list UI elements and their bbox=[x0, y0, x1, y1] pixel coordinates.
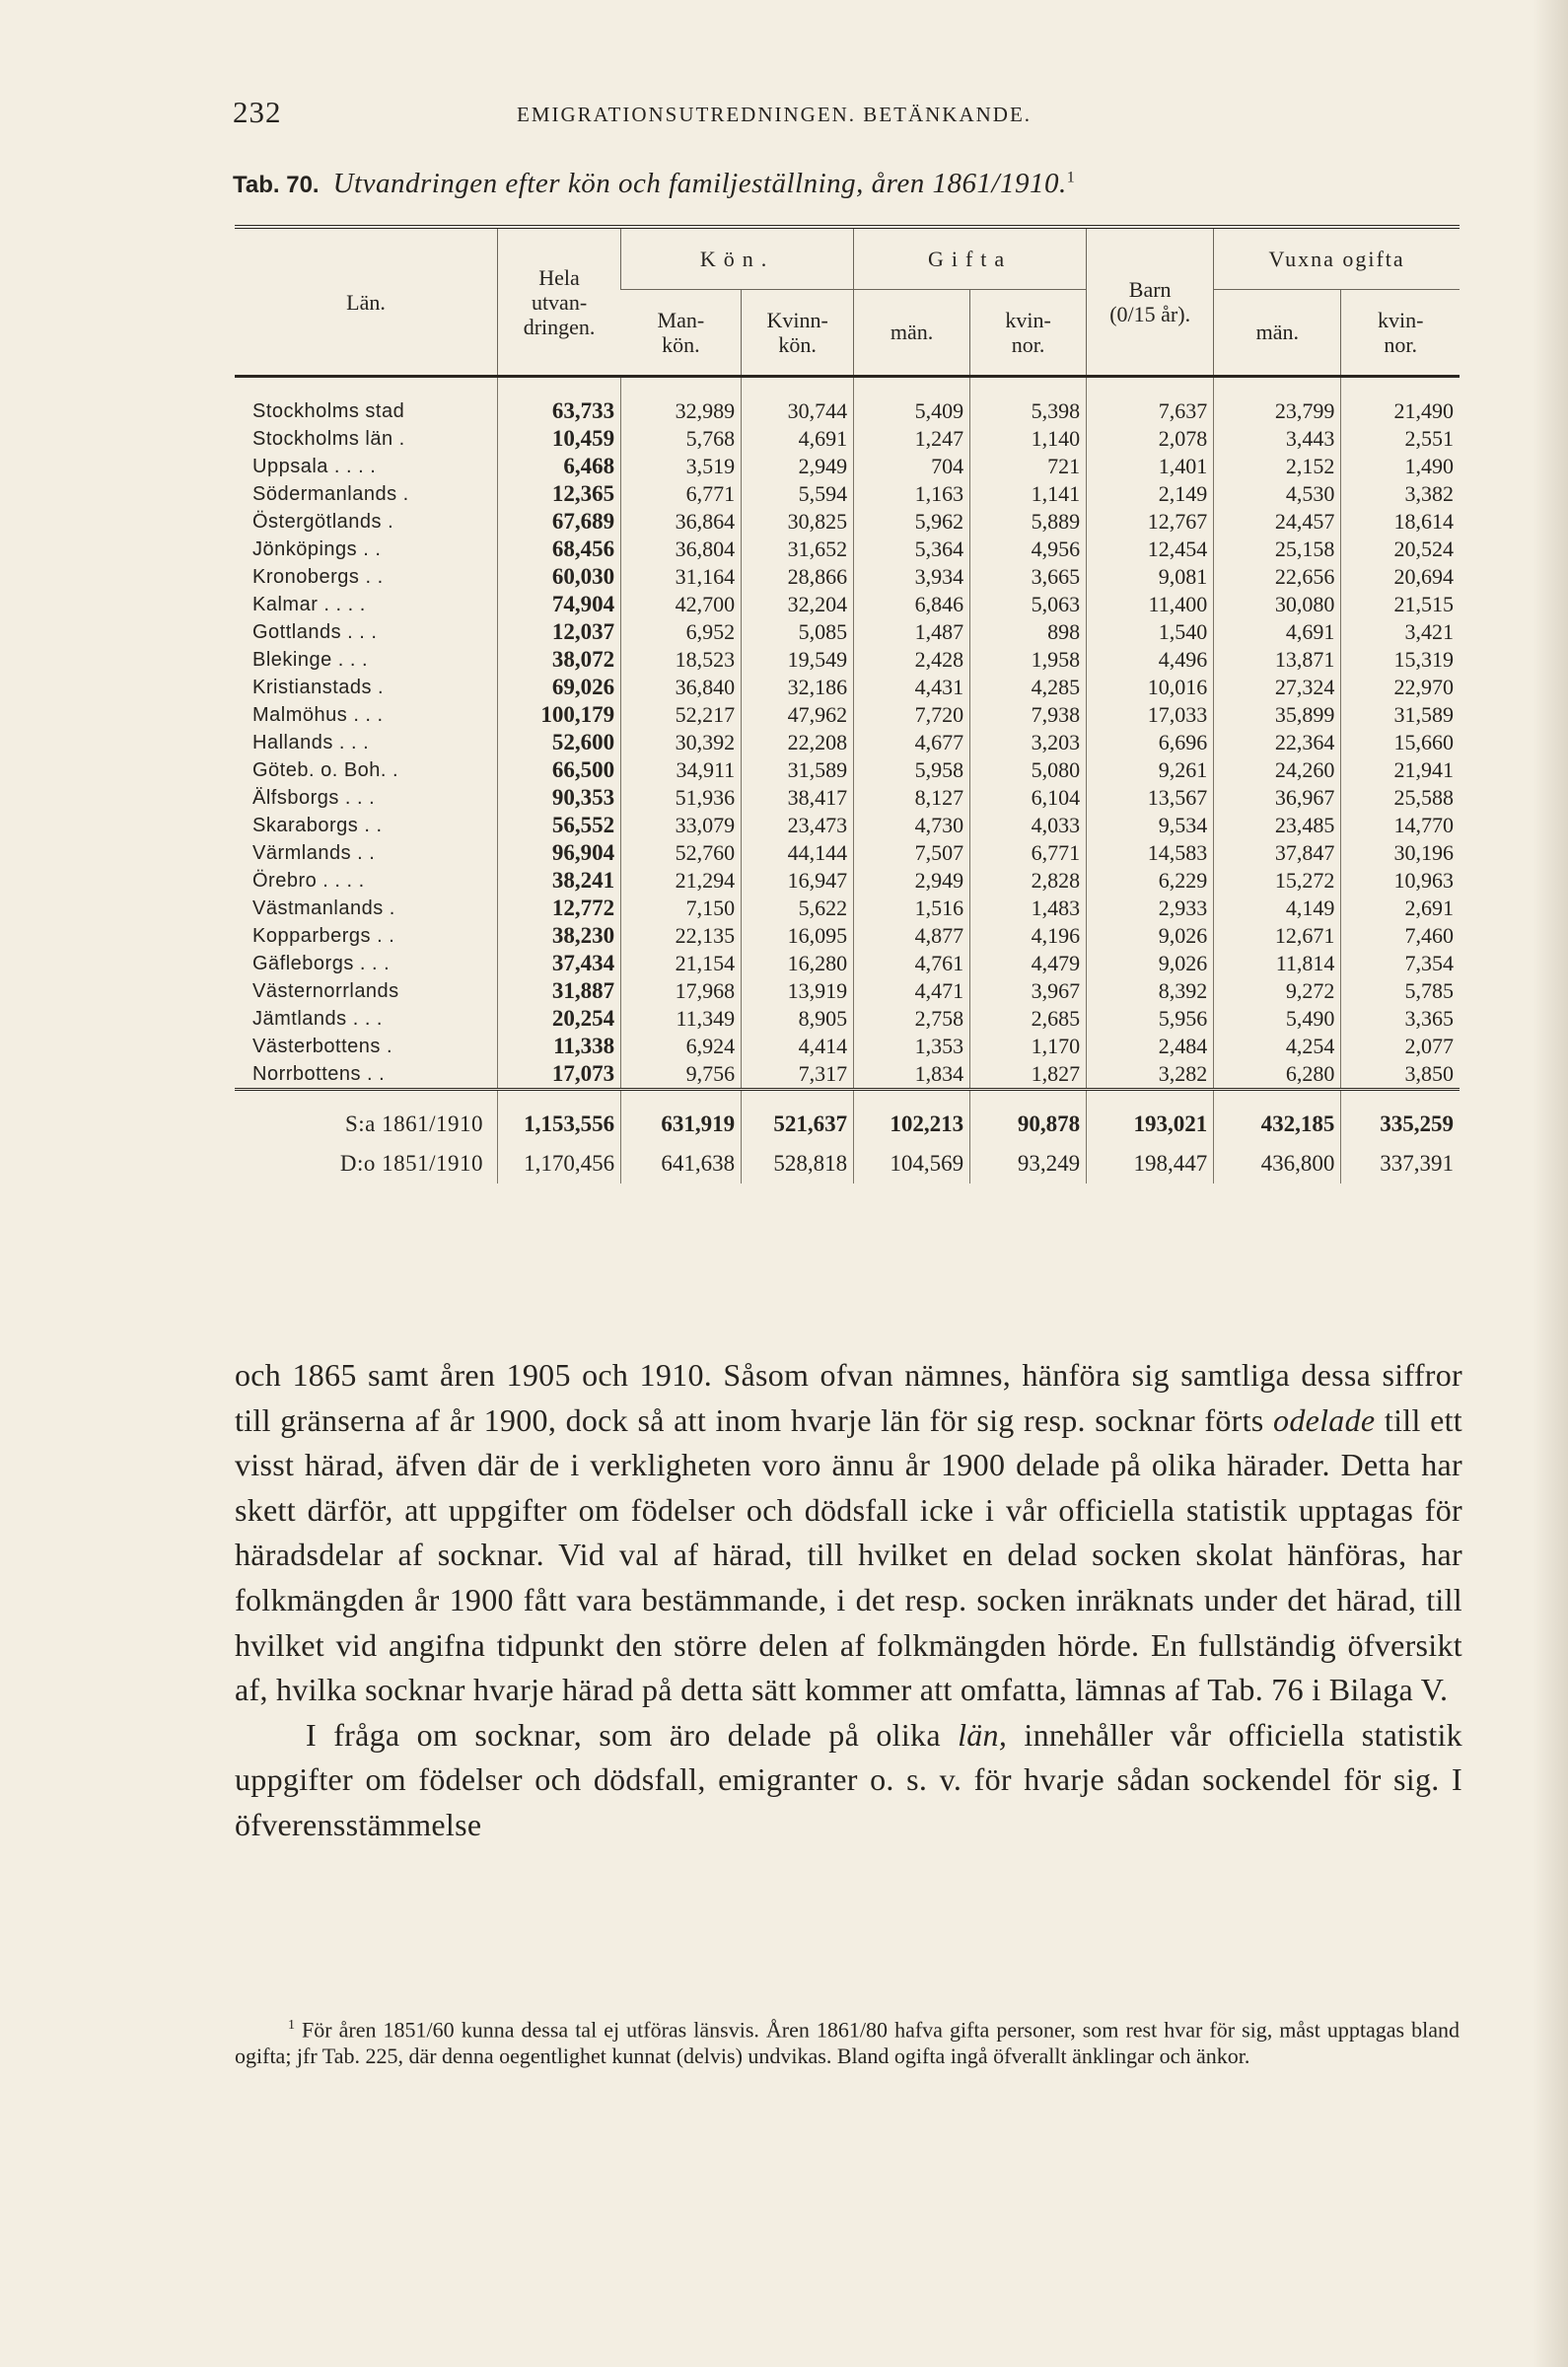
cell-gifta-kvinnor: 7,938 bbox=[970, 701, 1087, 729]
cell-barn: 13,567 bbox=[1087, 784, 1214, 812]
table-row bbox=[235, 674, 1460, 701]
cell-gifta-kvinnor: 3,203 bbox=[970, 729, 1087, 756]
cell-gifta-man: 7,507 bbox=[854, 839, 970, 867]
cell-kvinnkon: 23,473 bbox=[742, 812, 854, 839]
cell-ogifta-kvinnor: 7,460 bbox=[1341, 922, 1460, 950]
cell-gifta-man: 2,428 bbox=[854, 646, 970, 674]
cell-hela: 20,254 bbox=[497, 1005, 620, 1033]
cell-hela: 69,026 bbox=[497, 674, 620, 701]
cell-ogifta-man: 13,871 bbox=[1214, 646, 1341, 674]
cell-ogifta-kvinnor: 3,850 bbox=[1341, 1060, 1460, 1090]
table-row bbox=[235, 812, 1460, 839]
cell-barn: 5,956 bbox=[1087, 1005, 1214, 1033]
cell-gifta-kvinnor: 5,063 bbox=[970, 591, 1087, 618]
cell-hela: 12,365 bbox=[497, 480, 620, 508]
cell-gifta-kvinnor: 1,170 bbox=[970, 1033, 1087, 1060]
table-row bbox=[235, 784, 1460, 812]
cell-gifta-man: 4,730 bbox=[854, 812, 970, 839]
cell-lan: Södermanlands . bbox=[252, 483, 409, 505]
cell-gifta-man: 2,758 bbox=[854, 1005, 970, 1033]
cell-kvinnkon: 4,414 bbox=[742, 1033, 854, 1060]
cell-barn: 2,933 bbox=[1087, 895, 1214, 922]
cell-lan: Skaraborgs . . bbox=[252, 815, 383, 836]
table-row bbox=[235, 591, 1460, 618]
cell-ogifta-man: 4,254 bbox=[1214, 1033, 1341, 1060]
cell-mankon: 21,154 bbox=[621, 950, 742, 977]
comparison-row bbox=[235, 1144, 1460, 1184]
cell-kvinnkon: 28,866 bbox=[742, 563, 854, 591]
cell-ogifta-kvinnor: 25,588 bbox=[1341, 784, 1460, 812]
cell-ogifta-man: 12,671 bbox=[1214, 922, 1341, 950]
cell-mankon: 33,079 bbox=[621, 812, 742, 839]
cell-barn: 12,767 bbox=[1087, 508, 1214, 536]
table-title bbox=[233, 168, 1465, 200]
table-row bbox=[235, 977, 1460, 1005]
header-kvinnkon: Kvinn- kön. bbox=[742, 289, 854, 376]
cell-mankon: 21,294 bbox=[621, 867, 742, 895]
cell-gifta-kvinnor: 898 bbox=[970, 618, 1087, 646]
cell-hela: 12,772 bbox=[497, 895, 620, 922]
table-row bbox=[235, 1060, 1460, 1090]
cell-lan: S:a 1861/1910 bbox=[235, 1090, 497, 1145]
footnote-text: För åren 1851/60 kunna dessa tal ej utföras länsvis. Åren 1861/80 hafva gifta personer, som rest hvar för sig, måst upptagas bland ogifta; jfr Tab. 225, där denna oegentlighet kunnat (delvis) undvikas. Bland ogifta ingå öfverallt änklingar och änkor. bbox=[235, 2017, 1460, 2069]
cell-gifta-man: 4,677 bbox=[854, 729, 970, 756]
header-ogifta-man: män. bbox=[1214, 289, 1341, 376]
cell-ogifta-man: 37,847 bbox=[1214, 839, 1341, 867]
cell-mankon: 18,523 bbox=[621, 646, 742, 674]
table-row bbox=[235, 453, 1460, 480]
cell-mankon: 31,164 bbox=[621, 563, 742, 591]
cell-gifta-man: 2,949 bbox=[854, 867, 970, 895]
cell-mankon: 631,919 bbox=[621, 1090, 742, 1145]
cell-mankon: 17,968 bbox=[621, 977, 742, 1005]
cell-ogifta-kvinnor: 5,785 bbox=[1341, 977, 1460, 1005]
cell-hela: 6,468 bbox=[497, 453, 620, 480]
cell-ogifta-kvinnor: 21,941 bbox=[1341, 756, 1460, 784]
cell-barn: 14,583 bbox=[1087, 839, 1214, 867]
cell-kvinnkon: 16,095 bbox=[742, 922, 854, 950]
cell-gifta-man: 6,846 bbox=[854, 591, 970, 618]
cell-gifta-kvinnor: 4,479 bbox=[970, 950, 1087, 977]
cell-ogifta-kvinnor: 337,391 bbox=[1341, 1144, 1460, 1184]
cell-ogifta-kvinnor: 1,490 bbox=[1341, 453, 1460, 480]
cell-gifta-kvinnor: 721 bbox=[970, 453, 1087, 480]
cell-ogifta-man: 35,899 bbox=[1214, 701, 1341, 729]
header-kon: Kön. bbox=[621, 227, 854, 289]
cell-kvinnkon: 7,317 bbox=[742, 1060, 854, 1090]
cell-lan: D:o 1851/1910 bbox=[339, 1151, 483, 1176]
cell-hela: 38,230 bbox=[497, 922, 620, 950]
cell-ogifta-kvinnor: 15,319 bbox=[1341, 646, 1460, 674]
cell-lan: Malmöhus . . . bbox=[252, 704, 384, 726]
cell-gifta-man: 1,247 bbox=[854, 425, 970, 453]
cell-mankon: 36,864 bbox=[621, 508, 742, 536]
cell-lan: Kristianstads . bbox=[252, 677, 385, 698]
cell-gifta-man: 1,487 bbox=[854, 618, 970, 646]
cell-mankon: 34,911 bbox=[621, 756, 742, 784]
cell-gifta-kvinnor: 93,249 bbox=[970, 1144, 1087, 1184]
table-row bbox=[235, 1033, 1460, 1060]
cell-barn: 6,229 bbox=[1087, 867, 1214, 895]
cell-kvinnkon: 22,208 bbox=[742, 729, 854, 756]
table-row bbox=[235, 618, 1460, 646]
cell-barn: 9,534 bbox=[1087, 812, 1214, 839]
cell-kvinnkon: 16,947 bbox=[742, 867, 854, 895]
cell-gifta-kvinnor: 2,685 bbox=[970, 1005, 1087, 1033]
cell-hela: 66,500 bbox=[497, 756, 620, 784]
cell-ogifta-man: 436,800 bbox=[1214, 1144, 1341, 1184]
cell-hela: 90,353 bbox=[497, 784, 620, 812]
cell-gifta-man: 3,934 bbox=[854, 563, 970, 591]
cell-ogifta-man: 27,324 bbox=[1214, 674, 1341, 701]
cell-barn: 2,078 bbox=[1087, 425, 1214, 453]
cell-ogifta-man: 4,691 bbox=[1214, 618, 1341, 646]
footnote-mark: 1 bbox=[288, 2018, 295, 2033]
cell-kvinnkon: 13,919 bbox=[742, 977, 854, 1005]
cell-gifta-kvinnor: 1,141 bbox=[970, 480, 1087, 508]
cell-lan: Kopparbergs . . bbox=[252, 925, 395, 947]
cell-hela: 1,170,456 bbox=[497, 1144, 620, 1184]
cell-hela: 12,037 bbox=[497, 618, 620, 646]
cell-hela: 52,600 bbox=[497, 729, 620, 756]
cell-ogifta-man: 23,799 bbox=[1214, 377, 1341, 426]
cell-lan: Västerbottens . bbox=[252, 1036, 393, 1057]
cell-hela: 60,030 bbox=[497, 563, 620, 591]
cell-hela: 38,072 bbox=[497, 646, 620, 674]
cell-mankon: 22,135 bbox=[621, 922, 742, 950]
cell-ogifta-man: 24,260 bbox=[1214, 756, 1341, 784]
cell-barn: 12,454 bbox=[1087, 536, 1214, 563]
cell-gifta-man: 1,834 bbox=[854, 1060, 970, 1090]
page-number: 232 bbox=[233, 95, 282, 129]
cell-gifta-man: 104,569 bbox=[854, 1144, 970, 1184]
cell-ogifta-kvinnor: 2,077 bbox=[1341, 1033, 1460, 1060]
cell-ogifta-kvinnor: 335,259 bbox=[1341, 1090, 1460, 1145]
cell-lan: Västmanlands . bbox=[252, 897, 395, 919]
cell-ogifta-kvinnor: 31,589 bbox=[1341, 701, 1460, 729]
cell-lan: Örebro . . . . bbox=[252, 870, 365, 892]
paragraph: och 1865 samt åren 1905 och 1910. Såsom ofvan nämnes, hänföra sig samtliga dessa siffror till gränserna af år 1900, dock så att inom hvarje län för sig resp. socknar förts odelade till ett visst härad, äfven där de i verkligheten voro ännu år 1900 delade på olika härader. Detta har skett därför, att uppgifter om födelser och dödsfall icke i vår officiella statistik upptagas för häradsdelar af socknar. Vid val af härad, till hvilket en delad socken skolat hänföras, har folkmängden år 1900 fått vara bestämmande, i det resp. socken inräknats under det härad, till hvilket vid angifna tidpunkt den större delen af folkmängden hörde. En fullständig öfversikt af, hvilka socknar hvarje härad på detta sätt kommer att omfatta, lämnas af Tab. 76 i Bilaga V. bbox=[235, 1357, 1462, 1708]
table-row bbox=[235, 867, 1460, 895]
cell-gifta-man: 1,516 bbox=[854, 895, 970, 922]
cell-lan: Östergötlands . bbox=[252, 511, 394, 533]
table-row bbox=[235, 839, 1460, 867]
cell-barn: 10,016 bbox=[1087, 674, 1214, 701]
cell-gifta-kvinnor: 4,285 bbox=[970, 674, 1087, 701]
cell-kvinnkon: 47,962 bbox=[742, 701, 854, 729]
cell-gifta-kvinnor: 1,483 bbox=[970, 895, 1087, 922]
cell-ogifta-man: 36,967 bbox=[1214, 784, 1341, 812]
table-row bbox=[235, 701, 1460, 729]
cell-ogifta-kvinnor: 2,551 bbox=[1341, 425, 1460, 453]
cell-ogifta-kvinnor: 3,365 bbox=[1341, 1005, 1460, 1033]
cell-gifta-man: 5,958 bbox=[854, 756, 970, 784]
cell-ogifta-kvinnor: 22,970 bbox=[1341, 674, 1460, 701]
cell-hela: 67,689 bbox=[497, 508, 620, 536]
cell-lan: Västernorrlands bbox=[252, 980, 399, 1002]
cell-ogifta-man: 4,530 bbox=[1214, 480, 1341, 508]
cell-barn: 9,026 bbox=[1087, 950, 1214, 977]
cell-barn: 9,026 bbox=[1087, 922, 1214, 950]
cell-mankon: 30,392 bbox=[621, 729, 742, 756]
cell-barn: 8,392 bbox=[1087, 977, 1214, 1005]
cell-ogifta-man: 22,656 bbox=[1214, 563, 1341, 591]
cell-lan: Kalmar . . . . bbox=[252, 594, 366, 615]
cell-gifta-man: 5,962 bbox=[854, 508, 970, 536]
cell-gifta-kvinnor: 3,967 bbox=[970, 977, 1087, 1005]
cell-barn: 1,401 bbox=[1087, 453, 1214, 480]
table-caption: Utvandringen efter kön och familjeställning, åren 1861/1910. bbox=[332, 168, 1067, 199]
cell-gifta-man: 704 bbox=[854, 453, 970, 480]
cell-lan: Jämtlands . . . bbox=[252, 1008, 383, 1030]
cell-ogifta-kvinnor: 21,490 bbox=[1341, 377, 1460, 426]
cell-hela: 37,434 bbox=[497, 950, 620, 977]
cell-barn: 193,021 bbox=[1087, 1090, 1214, 1145]
cell-gifta-kvinnor: 1,140 bbox=[970, 425, 1087, 453]
cell-gifta-kvinnor: 5,080 bbox=[970, 756, 1087, 784]
cell-kvinnkon: 31,652 bbox=[742, 536, 854, 563]
table-row bbox=[235, 377, 1460, 426]
cell-gifta-man: 1,353 bbox=[854, 1033, 970, 1060]
cell-ogifta-man: 23,485 bbox=[1214, 812, 1341, 839]
cell-hela: 38,241 bbox=[497, 867, 620, 895]
cell-ogifta-man: 30,080 bbox=[1214, 591, 1341, 618]
cell-kvinnkon: 38,417 bbox=[742, 784, 854, 812]
header-gifta-kvinnor: kvin- nor. bbox=[970, 289, 1087, 376]
cell-ogifta-kvinnor: 2,691 bbox=[1341, 895, 1460, 922]
cell-ogifta-kvinnor: 3,382 bbox=[1341, 480, 1460, 508]
cell-mankon: 36,804 bbox=[621, 536, 742, 563]
table-body bbox=[235, 377, 1460, 1184]
cell-gifta-kvinnor: 1,958 bbox=[970, 646, 1087, 674]
cell-barn: 1,540 bbox=[1087, 618, 1214, 646]
cell-gifta-man: 8,127 bbox=[854, 784, 970, 812]
cell-ogifta-man: 432,185 bbox=[1214, 1090, 1341, 1145]
footnote-reference: 1 bbox=[1066, 169, 1075, 186]
cell-lan: Norrbottens . . bbox=[252, 1063, 386, 1085]
cell-gifta-man: 5,364 bbox=[854, 536, 970, 563]
cell-hela: 96,904 bbox=[497, 839, 620, 867]
footnote bbox=[235, 2012, 1460, 2069]
table-row bbox=[235, 895, 1460, 922]
cell-mankon: 641,638 bbox=[621, 1144, 742, 1184]
cell-lan: Stockholms län . bbox=[252, 428, 405, 450]
cell-barn: 3,282 bbox=[1087, 1060, 1214, 1090]
header-hela: Hela utvan- dringen. bbox=[497, 227, 620, 377]
cell-kvinnkon: 2,949 bbox=[742, 453, 854, 480]
cell-gifta-kvinnor: 2,828 bbox=[970, 867, 1087, 895]
header-gifta: Gifta bbox=[854, 227, 1087, 289]
header-barn: Barn (0/15 år). bbox=[1087, 227, 1214, 377]
cell-mankon: 52,217 bbox=[621, 701, 742, 729]
cell-ogifta-kvinnor: 14,770 bbox=[1341, 812, 1460, 839]
cell-barn: 9,081 bbox=[1087, 563, 1214, 591]
cell-gifta-man: 5,409 bbox=[854, 377, 970, 426]
cell-mankon: 9,756 bbox=[621, 1060, 742, 1090]
cell-mankon: 32,989 bbox=[621, 377, 742, 426]
cell-ogifta-man: 22,364 bbox=[1214, 729, 1341, 756]
cell-hela: 56,552 bbox=[497, 812, 620, 839]
cell-hela: 17,073 bbox=[497, 1060, 620, 1090]
cell-kvinnkon: 19,549 bbox=[742, 646, 854, 674]
cell-ogifta-man: 6,280 bbox=[1214, 1060, 1341, 1090]
table-row bbox=[235, 536, 1460, 563]
cell-gifta-kvinnor: 3,665 bbox=[970, 563, 1087, 591]
cell-lan: Hallands . . . bbox=[252, 732, 370, 753]
cell-lan: Stockholms stad bbox=[252, 400, 405, 422]
body-text bbox=[235, 1353, 1462, 1848]
cell-gifta-kvinnor: 6,104 bbox=[970, 784, 1087, 812]
table-row bbox=[235, 756, 1460, 784]
cell-barn: 9,261 bbox=[1087, 756, 1214, 784]
table-row bbox=[235, 508, 1460, 536]
cell-gifta-man: 7,720 bbox=[854, 701, 970, 729]
cell-barn: 17,033 bbox=[1087, 701, 1214, 729]
cell-gifta-man: 4,877 bbox=[854, 922, 970, 950]
table-row bbox=[235, 480, 1460, 508]
table-row bbox=[235, 425, 1460, 453]
cell-lan: Jönköpings . . bbox=[252, 538, 382, 560]
cell-ogifta-man: 5,490 bbox=[1214, 1005, 1341, 1033]
cell-kvinnkon: 5,594 bbox=[742, 480, 854, 508]
cell-gifta-kvinnor: 90,878 bbox=[970, 1090, 1087, 1145]
cell-kvinnkon: 44,144 bbox=[742, 839, 854, 867]
cell-mankon: 6,924 bbox=[621, 1033, 742, 1060]
cell-ogifta-kvinnor: 18,614 bbox=[1341, 508, 1460, 536]
table-label: Tab. 70. bbox=[233, 172, 320, 198]
cell-kvinnkon: 32,186 bbox=[742, 674, 854, 701]
cell-lan: Älfsborgs . . . bbox=[252, 787, 376, 809]
cell-barn: 2,484 bbox=[1087, 1033, 1214, 1060]
cell-mankon: 36,840 bbox=[621, 674, 742, 701]
cell-barn: 6,696 bbox=[1087, 729, 1214, 756]
cell-hela: 100,179 bbox=[497, 701, 620, 729]
cell-kvinnkon: 31,589 bbox=[742, 756, 854, 784]
header-vuxna-ogifta: Vuxna ogifta bbox=[1214, 227, 1460, 289]
cell-kvinnkon: 30,744 bbox=[742, 377, 854, 426]
cell-barn: 4,496 bbox=[1087, 646, 1214, 674]
cell-kvinnkon: 16,280 bbox=[742, 950, 854, 977]
cell-kvinnkon: 30,825 bbox=[742, 508, 854, 536]
cell-mankon: 11,349 bbox=[621, 1005, 742, 1033]
cell-mankon: 52,760 bbox=[621, 839, 742, 867]
emigration-table bbox=[235, 225, 1460, 1184]
cell-gifta-man: 4,761 bbox=[854, 950, 970, 977]
cell-gifta-man: 102,213 bbox=[854, 1090, 970, 1145]
cell-lan: Gäfleborgs . . . bbox=[252, 953, 391, 974]
cell-ogifta-kvinnor: 15,660 bbox=[1341, 729, 1460, 756]
sum-row bbox=[235, 1090, 1460, 1145]
cell-gifta-man: 4,471 bbox=[854, 977, 970, 1005]
table-row bbox=[235, 563, 1460, 591]
cell-mankon: 3,519 bbox=[621, 453, 742, 480]
cell-ogifta-kvinnor: 3,421 bbox=[1341, 618, 1460, 646]
header-mankon: Man- kön. bbox=[621, 289, 742, 376]
cell-hela: 68,456 bbox=[497, 536, 620, 563]
cell-ogifta-man: 11,814 bbox=[1214, 950, 1341, 977]
cell-hela: 1,153,556 bbox=[497, 1090, 620, 1145]
cell-kvinnkon: 8,905 bbox=[742, 1005, 854, 1033]
cell-gifta-kvinnor: 1,827 bbox=[970, 1060, 1087, 1090]
cell-kvinnkon: 521,637 bbox=[742, 1090, 854, 1145]
cell-mankon: 7,150 bbox=[621, 895, 742, 922]
cell-gifta-man: 1,163 bbox=[854, 480, 970, 508]
cell-barn: 7,637 bbox=[1087, 377, 1214, 426]
cell-mankon: 51,936 bbox=[621, 784, 742, 812]
cell-kvinnkon: 5,622 bbox=[742, 895, 854, 922]
cell-lan: Uppsala . . . . bbox=[252, 456, 377, 477]
header-gifta-man: män. bbox=[854, 289, 970, 376]
table-row bbox=[235, 646, 1460, 674]
cell-kvinnkon: 528,818 bbox=[742, 1144, 854, 1184]
cell-lan: Göteb. o. Boh. . bbox=[252, 759, 399, 781]
cell-ogifta-man: 3,443 bbox=[1214, 425, 1341, 453]
cell-ogifta-man: 4,149 bbox=[1214, 895, 1341, 922]
cell-lan: Värmlands . . bbox=[252, 842, 376, 864]
cell-mankon: 6,771 bbox=[621, 480, 742, 508]
cell-ogifta-man: 15,272 bbox=[1214, 867, 1341, 895]
cell-hela: 63,733 bbox=[497, 377, 620, 426]
page-header bbox=[233, 95, 1456, 134]
cell-gifta-kvinnor: 4,956 bbox=[970, 536, 1087, 563]
cell-lan: Gottlands . . . bbox=[252, 621, 378, 643]
cell-gifta-man: 4,431 bbox=[854, 674, 970, 701]
table-row bbox=[235, 1005, 1460, 1033]
cell-mankon: 5,768 bbox=[621, 425, 742, 453]
table-row bbox=[235, 729, 1460, 756]
running-head: EMIGRATIONSUTREDNINGEN. BETÄNKANDE. bbox=[517, 103, 1033, 126]
table-row bbox=[235, 950, 1460, 977]
cell-ogifta-kvinnor: 21,515 bbox=[1341, 591, 1460, 618]
cell-kvinnkon: 5,085 bbox=[742, 618, 854, 646]
cell-ogifta-kvinnor: 7,354 bbox=[1341, 950, 1460, 977]
cell-ogifta-kvinnor: 10,963 bbox=[1341, 867, 1460, 895]
cell-hela: 10,459 bbox=[497, 425, 620, 453]
header-lan: Län. bbox=[235, 227, 497, 377]
cell-gifta-kvinnor: 6,771 bbox=[970, 839, 1087, 867]
cell-hela: 31,887 bbox=[497, 977, 620, 1005]
paragraph: I fråga om socknar, som äro delade på olika län, innehåller vår officiella statistik uppgifter om födelser och dödsfall, emigranter o. s. v. för hvarje sådan sockendel för sig. I öfverensstämmelse bbox=[235, 1716, 1462, 1842]
cell-barn: 2,149 bbox=[1087, 480, 1214, 508]
cell-barn: 198,447 bbox=[1087, 1144, 1214, 1184]
table-row bbox=[235, 922, 1460, 950]
cell-mankon: 42,700 bbox=[621, 591, 742, 618]
cell-kvinnkon: 4,691 bbox=[742, 425, 854, 453]
cell-gifta-kvinnor: 4,196 bbox=[970, 922, 1087, 950]
page-edge-shadow bbox=[1532, 0, 1568, 2367]
cell-ogifta-man: 9,272 bbox=[1214, 977, 1341, 1005]
cell-gifta-kvinnor: 5,398 bbox=[970, 377, 1087, 426]
cell-ogifta-man: 25,158 bbox=[1214, 536, 1341, 563]
cell-ogifta-man: 2,152 bbox=[1214, 453, 1341, 480]
cell-barn: 11,400 bbox=[1087, 591, 1214, 618]
cell-ogifta-kvinnor: 30,196 bbox=[1341, 839, 1460, 867]
cell-gifta-kvinnor: 5,889 bbox=[970, 508, 1087, 536]
cell-kvinnkon: 32,204 bbox=[742, 591, 854, 618]
cell-lan: Kronobergs . . bbox=[252, 566, 384, 588]
cell-ogifta-man: 24,457 bbox=[1214, 508, 1341, 536]
cell-hela: 11,338 bbox=[497, 1033, 620, 1060]
cell-ogifta-kvinnor: 20,524 bbox=[1341, 536, 1460, 563]
cell-mankon: 6,952 bbox=[621, 618, 742, 646]
cell-lan: Blekinge . . . bbox=[252, 649, 369, 671]
cell-hela: 74,904 bbox=[497, 591, 620, 618]
header-ogifta-kvinnor: kvin- nor. bbox=[1341, 289, 1460, 376]
cell-gifta-kvinnor: 4,033 bbox=[970, 812, 1087, 839]
cell-ogifta-kvinnor: 20,694 bbox=[1341, 563, 1460, 591]
